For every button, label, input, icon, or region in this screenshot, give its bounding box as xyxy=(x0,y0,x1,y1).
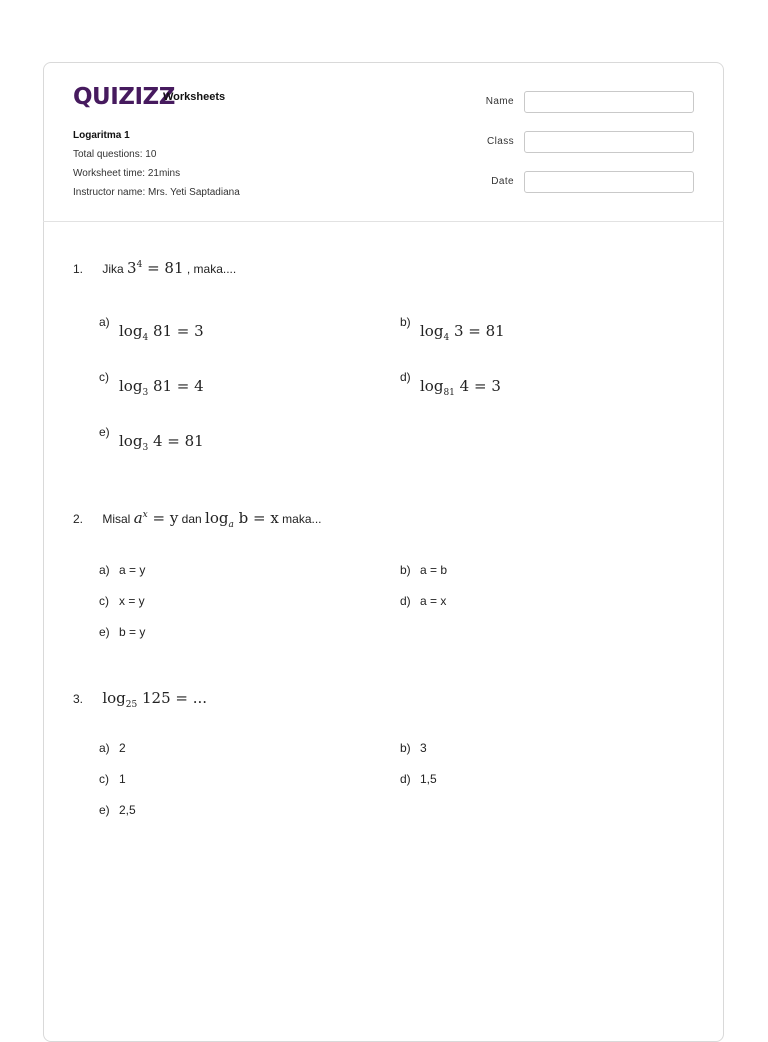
option-1e[interactable]: e) $\log_3 4 = 81$ xyxy=(99,425,204,453)
option-2e[interactable]: e) b = y xyxy=(99,625,146,639)
option-2d[interactable]: d) a = x xyxy=(400,594,447,608)
name-field[interactable] xyxy=(524,91,694,113)
question-text-prefix: Jika xyxy=(102,262,124,276)
option-1b[interactable]: b) $\log_4 3 = 81$ xyxy=(400,315,505,343)
option-3c[interactable]: c) 1 xyxy=(99,772,126,786)
class-label: Class xyxy=(486,136,514,147)
question-math-1: $a^x = y$ xyxy=(133,509,179,527)
date-field[interactable] xyxy=(524,171,694,193)
worksheet-header xyxy=(43,62,724,222)
option-2a[interactable]: a) a = y xyxy=(99,563,146,577)
option-1c[interactable]: c) $\log_3 81 = 4$ xyxy=(99,370,204,398)
option-3d[interactable]: d) 1,5 xyxy=(400,772,437,786)
option-3b[interactable]: b) 3 xyxy=(400,741,427,755)
name-label: Name xyxy=(485,96,514,107)
question-text-prefix: Misal xyxy=(102,512,131,526)
date-label: Date xyxy=(491,176,514,187)
worksheet-time: Worksheet time: 21mins xyxy=(73,168,181,179)
question-number: 2. xyxy=(73,512,84,526)
option-3e[interactable]: e) 2,5 xyxy=(99,803,136,817)
option-3a[interactable]: a) 2 xyxy=(99,741,126,755)
question-2 xyxy=(73,509,322,530)
question-1 xyxy=(73,259,236,277)
total-questions: Total questions: 10 xyxy=(73,149,157,160)
question-math: $\log_{25} 125$ = ... xyxy=(102,689,208,710)
question-number: 1. xyxy=(73,262,84,276)
option-1a[interactable]: a) $\log_4 81 = 3$ xyxy=(99,315,204,343)
quizizz-logo: QUIZIZZ xyxy=(73,84,175,110)
instructor-name: Instructor name: Mrs. Yeti Saptadiana xyxy=(73,187,240,198)
option-1d[interactable]: d) $\log_{81} 4 = 3$ xyxy=(400,370,501,398)
question-text-suffix: , maka.... xyxy=(186,262,237,276)
question-text-suffix: maka... xyxy=(282,512,322,526)
question-math-2: $\log_a b = x$ xyxy=(205,509,279,530)
class-field[interactable] xyxy=(524,131,694,153)
logo-subtitle: Worksheets xyxy=(163,91,226,103)
question-text-middle: dan xyxy=(181,512,202,526)
worksheet-meta xyxy=(73,126,240,202)
worksheet-title: Logaritma 1 xyxy=(73,130,130,141)
question-3 xyxy=(73,689,207,710)
option-2c[interactable]: c) x = y xyxy=(99,594,145,608)
question-number: 3. xyxy=(73,692,84,706)
question-math: $3^4 = 81$ xyxy=(127,259,184,277)
option-2b[interactable]: b) a = b xyxy=(400,563,448,577)
